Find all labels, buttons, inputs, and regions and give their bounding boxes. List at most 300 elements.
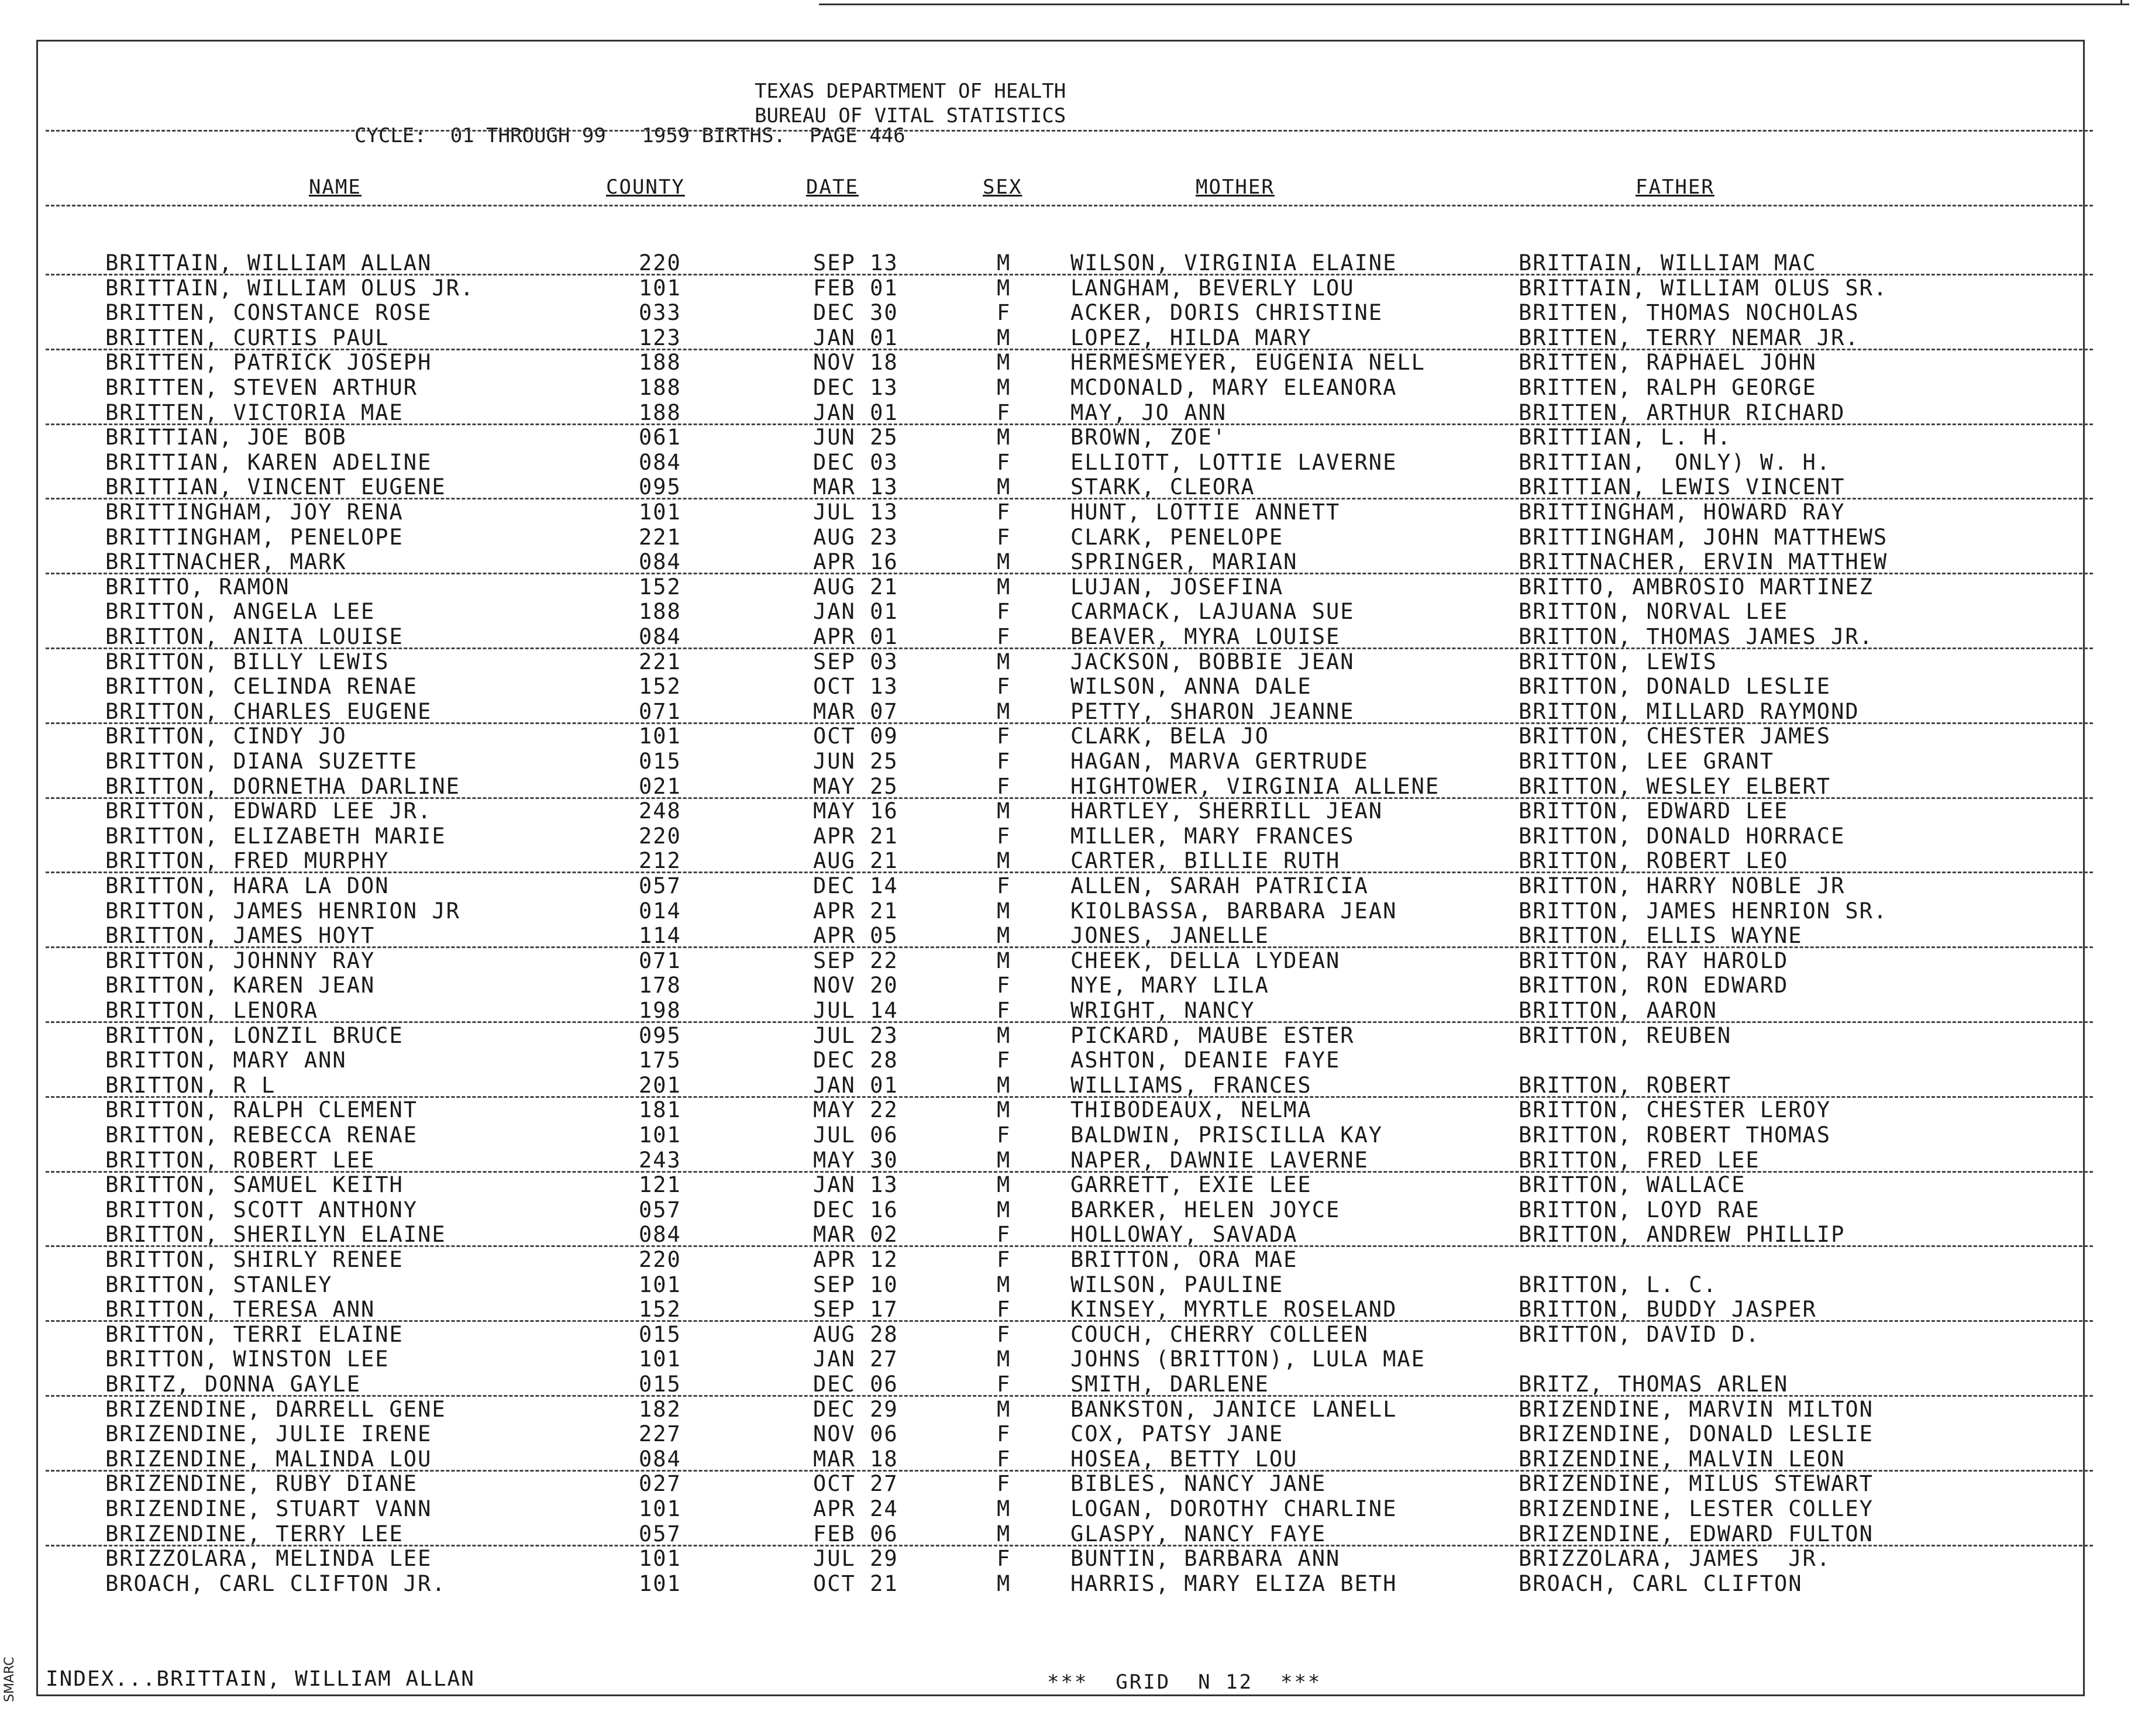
cell-mother: CLARK, BELA JO (1070, 724, 1269, 749)
cell-date: JAN 13 (813, 1172, 898, 1198)
cell-name: BRITTON, ANITA LOUISE (105, 624, 404, 649)
cell-sex: M (997, 1197, 1011, 1222)
cell-sex: M (997, 848, 1011, 874)
cell-date: NOV 06 (813, 1421, 898, 1447)
cell-name: BRITTON, CINDY JO (105, 724, 347, 749)
cell-date: SEP 22 (813, 948, 898, 973)
cell-father: BRITTON, HARRY NOBLE JR (1519, 873, 1846, 898)
cell-mother: WRIGHT, NANCY (1070, 998, 1255, 1023)
cell-father: BRITTON, DONALD HORRACE (1519, 823, 1846, 849)
cell-name: BRITTINGHAM, PENELOPE (105, 524, 404, 550)
column-header-father: FATHER (1636, 175, 1714, 199)
cell-mother: HUNT, LOTTIE ANNETT (1070, 500, 1341, 525)
cell-name: BRITTINGHAM, JOY RENA (105, 500, 404, 525)
cell-mother: HERMESMEYER, EUGENIA NELL (1070, 350, 1426, 376)
cell-name: BRITTON, HARA LA DON (105, 873, 390, 898)
cell-father: BRITTON, ROBERT (1519, 1072, 1732, 1098)
cell-father: BRITTEN, TERRY NEMAR JR. (1519, 325, 1860, 350)
cell-father: BRITTEN, THOMAS NOCHOLAS (1519, 300, 1860, 326)
cell-sex: F (997, 1421, 1011, 1447)
cell-county: 101 (639, 1546, 681, 1572)
cell-name: BRITTAIN, WILLIAM OLUS JR. (105, 275, 475, 301)
cell-mother: MILLER, MARY FRANCES (1070, 823, 1355, 849)
cell-sex: F (997, 524, 1011, 550)
cell-father: BRITTON, DAVID D. (1519, 1321, 1760, 1347)
cell-sex: M (997, 574, 1011, 600)
cell-name: BRITTAIN, WILLIAM ALLAN (105, 250, 432, 275)
cell-sex: F (997, 1048, 1011, 1073)
cell-county: 101 (639, 500, 681, 525)
side-stamp: SMARC (2, 1656, 17, 1702)
cell-county: 014 (639, 898, 681, 924)
cell-county: 220 (639, 823, 681, 849)
cell-county: 188 (639, 350, 681, 376)
cell-name: BRITTON, LENORA (105, 998, 319, 1023)
cell-sex: F (997, 973, 1011, 998)
cell-county: 221 (639, 649, 681, 674)
cell-date: DEC 28 (813, 1048, 898, 1073)
footer-index: INDEX...BRITTAIN, WILLIAM ALLAN (46, 1667, 475, 1691)
cell-date: OCT 09 (813, 724, 898, 749)
cell-name: BRITTON, KAREN JEAN (105, 973, 376, 998)
cell-father: BRITZ, THOMAS ARLEN (1519, 1372, 1789, 1397)
cell-date: MAR 13 (813, 474, 898, 500)
cell-county: 033 (639, 300, 681, 326)
cell-name: BRITTEN, STEVEN ARTHUR (105, 375, 418, 400)
cell-name: BRITTON, SHERILYN ELAINE (105, 1222, 446, 1248)
cell-name: BRITTON, RALPH CLEMENT (105, 1097, 418, 1123)
cell-father: BRITTON, LEE GRANT (1519, 749, 1774, 774)
cell-sex: F (997, 1122, 1011, 1148)
cell-mother: BARKER, HELEN JOYCE (1070, 1197, 1341, 1222)
cell-county: 181 (639, 1097, 681, 1123)
cell-father: BRITTON, JAMES HENRION SR. (1519, 898, 1888, 924)
cell-mother: KIOLBASSA, BARBARA JEAN (1070, 898, 1397, 924)
cell-date: NOV 20 (813, 973, 898, 998)
cell-sex: M (997, 1496, 1011, 1521)
cell-county: 015 (639, 1321, 681, 1347)
cell-sex: F (997, 1546, 1011, 1572)
cell-county: 121 (639, 1172, 681, 1198)
cell-mother: WILSON, VIRGINIA ELAINE (1070, 250, 1397, 275)
cell-name: BROACH, CARL CLIFTON JR. (105, 1570, 446, 1596)
cell-name: BRIZENDINE, MALINDA LOU (105, 1446, 432, 1472)
top-border-cap (2120, 0, 2122, 4)
cell-father: BRITTON, RON EDWARD (1519, 973, 1789, 998)
cell-sex: F (997, 1446, 1011, 1472)
cell-father: BRITTON, FRED LEE (1519, 1147, 1760, 1173)
cell-county: 123 (639, 325, 681, 350)
cell-county: 114 (639, 923, 681, 949)
cell-father: BRITTON, REUBEN (1519, 1022, 1732, 1048)
cell-sex: F (997, 599, 1011, 625)
cell-county: 248 (639, 798, 681, 824)
column-header-mother: MOTHER (1196, 175, 1275, 199)
cell-sex: F (997, 773, 1011, 799)
cell-county: 101 (639, 724, 681, 749)
cell-date: APR 16 (813, 549, 898, 575)
row-separator (46, 423, 2093, 425)
cell-date: APR 05 (813, 923, 898, 949)
footer-grid: *** GRID N 12 *** (1047, 1670, 1322, 1694)
cell-date: JUL 29 (813, 1546, 898, 1572)
cell-father: BRITTO, AMBROSIO MARTINEZ (1519, 574, 1874, 600)
cell-mother: ALLEN, SARAH PATRICIA (1070, 873, 1369, 898)
cell-county: 152 (639, 1297, 681, 1322)
cell-county: 201 (639, 1072, 681, 1098)
cell-sex: M (997, 1097, 1011, 1123)
cell-sex: F (997, 1471, 1011, 1497)
cell-county: 188 (639, 599, 681, 625)
cell-name: BRITTON, SHIRLY RENEE (105, 1247, 404, 1272)
cell-name: BRIZENDINE, JULIE IRENE (105, 1421, 432, 1447)
cell-county: 095 (639, 1022, 681, 1048)
cell-name: BRITTEN, VICTORIA MAE (105, 399, 404, 425)
cell-date: APR 01 (813, 624, 898, 649)
cell-name: BRITTON, ANGELA LEE (105, 599, 376, 625)
cell-county: 071 (639, 698, 681, 724)
cell-father: BRITTON, CHESTER LEROY (1519, 1097, 1831, 1123)
cell-sex: F (997, 724, 1011, 749)
cell-date: JUL 06 (813, 1122, 898, 1148)
cell-mother: MCDONALD, MARY ELEANORA (1070, 375, 1397, 400)
cell-sex: F (997, 1222, 1011, 1248)
header-bureau: BUREAU OF VITAL STATISTICS (755, 104, 1066, 128)
cell-date: AUG 28 (813, 1321, 898, 1347)
cell-name: BRITTEN, PATRICK JOSEPH (105, 350, 432, 376)
cell-date: DEC 16 (813, 1197, 898, 1222)
cell-name: BRITTON, LONZIL BRUCE (105, 1022, 404, 1048)
cell-sex: M (997, 425, 1011, 450)
cell-father: BRIZENDINE, DONALD LESLIE (1519, 1421, 1874, 1447)
cell-name: BRITTON, STANLEY (105, 1272, 333, 1297)
cell-father: BRIZENDINE, MARVIN MILTON (1519, 1396, 1874, 1422)
cell-county: 101 (639, 275, 681, 301)
cell-date: APR 21 (813, 898, 898, 924)
cell-county: 188 (639, 399, 681, 425)
cell-name: BRITTON, ELIZABETH MARIE (105, 823, 446, 849)
cell-sex: M (997, 1272, 1011, 1297)
cell-name: BRITTON, SAMUEL KEITH (105, 1172, 404, 1198)
cell-name: BRITTON, WINSTON LEE (105, 1346, 390, 1372)
cell-name: BRIZENDINE, RUBY DIANE (105, 1471, 418, 1497)
cell-county: 015 (639, 1372, 681, 1397)
cell-father: BRITTON, LEWIS (1519, 649, 1717, 674)
cell-mother: MAY, JO ANN (1070, 399, 1227, 425)
cell-county: 182 (639, 1396, 681, 1422)
cell-father: BRITTIAN, ONLY) W. H. (1519, 449, 1831, 475)
cell-father: BRIZENDINE, MALVIN LEON (1519, 1446, 1846, 1472)
cell-father: BRITTON, WESLEY ELBERT (1519, 773, 1831, 799)
cell-mother: THIBODEAUX, NELMA (1070, 1097, 1312, 1123)
cell-name: BRITTEN, CONSTANCE ROSE (105, 300, 432, 326)
cell-county: 220 (639, 1247, 681, 1272)
cell-father: BRITTON, ELLIS WAYNE (1519, 923, 1803, 949)
header-department: TEXAS DEPARTMENT OF HEALTH (755, 80, 1066, 103)
cell-date: OCT 27 (813, 1471, 898, 1497)
column-header-county: COUNTY (606, 175, 685, 199)
cell-mother: HIGHTOWER, VIRGINIA ALLENE (1070, 773, 1440, 799)
cell-father: BRIZENDINE, LESTER COLLEY (1519, 1496, 1874, 1521)
cell-county: 057 (639, 1197, 681, 1222)
cell-mother: JONES, JANELLE (1070, 923, 1269, 949)
cell-mother: BROWN, ZOE' (1070, 425, 1227, 450)
cell-date: MAY 25 (813, 773, 898, 799)
cell-mother: NAPER, DAWNIE LAVERNE (1070, 1147, 1369, 1173)
cell-mother: PICKARD, MAUBE ESTER (1070, 1022, 1355, 1048)
cell-sex: F (997, 399, 1011, 425)
cell-date: JUN 25 (813, 749, 898, 774)
cell-sex: M (997, 375, 1011, 400)
cell-mother: LOGAN, DOROTHY CHARLINE (1070, 1496, 1397, 1521)
cell-sex: M (997, 948, 1011, 973)
cell-mother: WILLIAMS, FRANCES (1070, 1072, 1312, 1098)
cell-county: 071 (639, 948, 681, 973)
cell-sex: F (997, 873, 1011, 898)
cell-name: BRITTNACHER, MARK (105, 549, 347, 575)
cell-father: BRITTON, CHESTER JAMES (1519, 724, 1831, 749)
cell-name: BRITTON, BILLY LEWIS (105, 649, 390, 674)
cell-sex: M (997, 923, 1011, 949)
cell-mother: CARMACK, LAJUANA SUE (1070, 599, 1355, 625)
cell-name: BRIZENDINE, TERRY LEE (105, 1521, 404, 1546)
cell-father: BROACH, CARL CLIFTON (1519, 1570, 1803, 1596)
cell-sex: M (997, 1022, 1011, 1048)
cell-sex: F (997, 823, 1011, 849)
cell-county: 175 (639, 1048, 681, 1073)
cell-father: BRITTON, NORVAL LEE (1519, 599, 1789, 625)
cell-county: 084 (639, 624, 681, 649)
cell-name: BRITTON, DIANA SUZETTE (105, 749, 418, 774)
cell-father: BRITTIAN, L. H. (1519, 425, 1732, 450)
cell-name: BRITTON, CHARLES EUGENE (105, 698, 432, 724)
cell-date: MAR 02 (813, 1222, 898, 1248)
cell-mother: WILSON, ANNA DALE (1070, 674, 1312, 700)
header-cycle: CYCLE: 01 THROUGH 99 1959 BIRTHS. PAGE 446 (354, 124, 906, 147)
cell-date: JAN 27 (813, 1346, 898, 1372)
cell-father: BRITTON, LOYD RAE (1519, 1197, 1760, 1222)
cell-mother: BIBLES, NANCY JANE (1070, 1471, 1326, 1497)
cell-father: BRITTNACHER, ERVIN MATTHEW (1519, 549, 1888, 575)
cell-county: 101 (639, 1346, 681, 1372)
cell-name: BRITTON, CELINDA RENAE (105, 674, 418, 700)
cell-name: BRITTON, R L (105, 1072, 276, 1098)
cell-mother: GARRETT, EXIE LEE (1070, 1172, 1312, 1198)
cell-father: BRIZZOLARA, JAMES JR. (1519, 1546, 1831, 1572)
cell-date: OCT 13 (813, 674, 898, 700)
cell-county: 101 (639, 1570, 681, 1596)
cell-sex: F (997, 1372, 1011, 1397)
cell-county: 057 (639, 1521, 681, 1546)
cell-sex: F (997, 624, 1011, 649)
cell-sex: M (997, 1570, 1011, 1596)
cell-sex: M (997, 350, 1011, 376)
cell-county: 095 (639, 474, 681, 500)
cell-father: BRITTON, MILLARD RAYMOND (1519, 698, 1860, 724)
cell-mother: BALDWIN, PRISCILLA KAY (1070, 1122, 1383, 1148)
cell-date: MAY 16 (813, 798, 898, 824)
cell-county: 188 (639, 375, 681, 400)
cell-name: BRITTON, JOHNNY RAY (105, 948, 376, 973)
cell-county: 057 (639, 873, 681, 898)
cell-name: BRITTON, EDWARD LEE JR. (105, 798, 432, 824)
cell-county: 152 (639, 674, 681, 700)
cell-name: BRITTO, RAMON (105, 574, 290, 600)
cell-date: APR 21 (813, 823, 898, 849)
cell-date: OCT 21 (813, 1570, 898, 1596)
cell-sex: M (997, 1396, 1011, 1422)
header-rule (46, 130, 2093, 132)
cell-mother: ACKER, DORIS CHRISTINE (1070, 300, 1383, 326)
cell-father: BRITTON, L. C. (1519, 1272, 1717, 1297)
cell-name: BRITTON, MARY ANN (105, 1048, 347, 1073)
cell-date: APR 12 (813, 1247, 898, 1272)
cell-mother: HARRIS, MARY ELIZA BETH (1070, 1570, 1397, 1596)
cell-sex: M (997, 549, 1011, 575)
cell-mother: STARK, CLEORA (1070, 474, 1255, 500)
cell-mother: LANGHAM, BEVERLY LOU (1070, 275, 1355, 301)
cell-name: BRITTON, REBECCA RENAE (105, 1122, 418, 1148)
cell-sex: M (997, 798, 1011, 824)
cell-county: 101 (639, 1122, 681, 1148)
cell-father: BRITTON, RAY HAROLD (1519, 948, 1789, 973)
cell-mother: BANKSTON, JANICE LANELL (1070, 1396, 1397, 1422)
cell-date: DEC 06 (813, 1372, 898, 1397)
cell-name: BRITTIAN, KAREN ADELINE (105, 449, 432, 475)
cell-mother: HOLLOWAY, SAVADA (1070, 1222, 1298, 1248)
cell-father: BRITTINGHAM, JOHN MATTHEWS (1519, 524, 1888, 550)
cell-date: SEP 10 (813, 1272, 898, 1297)
cell-county: 027 (639, 1471, 681, 1497)
cell-mother: CHEEK, DELLA LYDEAN (1070, 948, 1341, 973)
cell-father: BRITTEN, RAPHAEL JOHN (1519, 350, 1817, 376)
cell-date: FEB 06 (813, 1521, 898, 1546)
cell-father: BRITTAIN, WILLIAM MAC (1519, 250, 1817, 275)
cell-mother: HOSEA, BETTY LOU (1070, 1446, 1298, 1472)
cell-date: DEC 13 (813, 375, 898, 400)
cell-date: JAN 01 (813, 325, 898, 350)
cell-sex: M (997, 1147, 1011, 1173)
cell-sex: F (997, 1297, 1011, 1322)
column-header-name: NAME (309, 175, 362, 199)
cell-date: JAN 01 (813, 599, 898, 625)
cell-sex: F (997, 449, 1011, 475)
cell-date: SEP 03 (813, 649, 898, 674)
cell-father: BRITTON, THOMAS JAMES JR. (1519, 624, 1874, 649)
cell-county: 084 (639, 1446, 681, 1472)
cell-county: 212 (639, 848, 681, 874)
cell-mother: SPRINGER, MARIAN (1070, 549, 1298, 575)
cell-mother: JACKSON, BOBBIE JEAN (1070, 649, 1355, 674)
cell-county: 084 (639, 1222, 681, 1248)
cell-sex: M (997, 898, 1011, 924)
cell-father: BRITTON, EDWARD LEE (1519, 798, 1789, 824)
cell-county: 152 (639, 574, 681, 600)
cell-date: MAR 18 (813, 1446, 898, 1472)
cell-mother: BEAVER, MYRA LOUISE (1070, 624, 1341, 649)
cell-father: BRITTON, BUDDY JASPER (1519, 1297, 1817, 1322)
cell-mother: COUCH, CHERRY COLLEEN (1070, 1321, 1369, 1347)
cell-date: DEC 14 (813, 873, 898, 898)
column-header-rule (46, 205, 2093, 206)
cell-name: BRITTON, TERESA ANN (105, 1297, 376, 1322)
cell-mother: WILSON, PAULINE (1070, 1272, 1284, 1297)
cell-sex: M (997, 1521, 1011, 1546)
cell-mother: HARTLEY, SHERRILL JEAN (1070, 798, 1383, 824)
cell-date: AUG 21 (813, 574, 898, 600)
cell-father: BRIZENDINE, MILUS STEWART (1519, 1471, 1874, 1497)
cell-mother: COX, PATSY JANE (1070, 1421, 1284, 1447)
cell-father: BRITTON, ANDREW PHILLIP (1519, 1222, 1846, 1248)
cell-county: 084 (639, 449, 681, 475)
cell-name: BRIZZOLARA, MELINDA LEE (105, 1546, 432, 1572)
top-border-line (819, 0, 2129, 5)
cell-father: BRITTEN, RALPH GEORGE (1519, 375, 1817, 400)
cell-sex: F (997, 998, 1011, 1023)
cell-mother: KINSEY, MYRTLE ROSELAND (1070, 1297, 1397, 1322)
cell-date: AUG 21 (813, 848, 898, 874)
cell-name: BRITTON, DORNETHA DARLINE (105, 773, 460, 799)
cell-date: JUL 14 (813, 998, 898, 1023)
cell-sex: M (997, 1172, 1011, 1198)
cell-sex: M (997, 275, 1011, 301)
cell-name: BRIZENDINE, DARRELL GENE (105, 1396, 446, 1422)
cell-mother: NYE, MARY LILA (1070, 973, 1269, 998)
cell-mother: ASHTON, DEANIE FAYE (1070, 1048, 1341, 1073)
cell-date: JUL 23 (813, 1022, 898, 1048)
cell-father: BRITTAIN, WILLIAM OLUS SR. (1519, 275, 1888, 301)
cell-date: JAN 01 (813, 1072, 898, 1098)
cell-father: BRITTIAN, LEWIS VINCENT (1519, 474, 1846, 500)
cell-mother: LOPEZ, HILDA MARY (1070, 325, 1312, 350)
cell-county: 015 (639, 749, 681, 774)
cell-county: 178 (639, 973, 681, 998)
cell-mother: LUJAN, JOSEFINA (1070, 574, 1284, 600)
cell-sex: F (997, 1321, 1011, 1347)
cell-mother: CLARK, PENELOPE (1070, 524, 1284, 550)
cell-date: MAY 30 (813, 1147, 898, 1173)
cell-name: BRITTON, FRED MURPHY (105, 848, 390, 874)
cell-county: 221 (639, 524, 681, 550)
cell-father: BRIZENDINE, EDWARD FULTON (1519, 1521, 1874, 1546)
cell-father: BRITTON, DONALD LESLIE (1519, 674, 1831, 700)
cell-father: BRITTON, WALLACE (1519, 1172, 1746, 1198)
cell-mother: GLASPY, NANCY FAYE (1070, 1521, 1326, 1546)
cell-name: BRITTON, JAMES HOYT (105, 923, 376, 949)
cell-mother: BUNTIN, BARBARA ANN (1070, 1546, 1341, 1572)
cell-date: JUN 25 (813, 425, 898, 450)
cell-name: BRITTON, TERRI ELAINE (105, 1321, 404, 1347)
cell-father: BRITTEN, ARTHUR RICHARD (1519, 399, 1846, 425)
cell-name: BRIZENDINE, STUART VANN (105, 1496, 432, 1521)
cell-date: SEP 13 (813, 250, 898, 275)
cell-date: DEC 29 (813, 1396, 898, 1422)
cell-sex: M (997, 649, 1011, 674)
cell-date: NOV 18 (813, 350, 898, 376)
cell-date: MAR 07 (813, 698, 898, 724)
cell-mother: ELLIOTT, LOTTIE LAVERNE (1070, 449, 1397, 475)
cell-father: BRITTON, AARON (1519, 998, 1717, 1023)
cell-date: APR 24 (813, 1496, 898, 1521)
cell-mother: BRITTON, ORA MAE (1070, 1247, 1298, 1272)
cell-county: 227 (639, 1421, 681, 1447)
cell-county: 101 (639, 1272, 681, 1297)
cell-sex: M (997, 1072, 1011, 1098)
cell-sex: M (997, 325, 1011, 350)
cell-date: JAN 01 (813, 399, 898, 425)
cell-date: AUG 23 (813, 524, 898, 550)
cell-father: BRITTON, ROBERT THOMAS (1519, 1122, 1831, 1148)
